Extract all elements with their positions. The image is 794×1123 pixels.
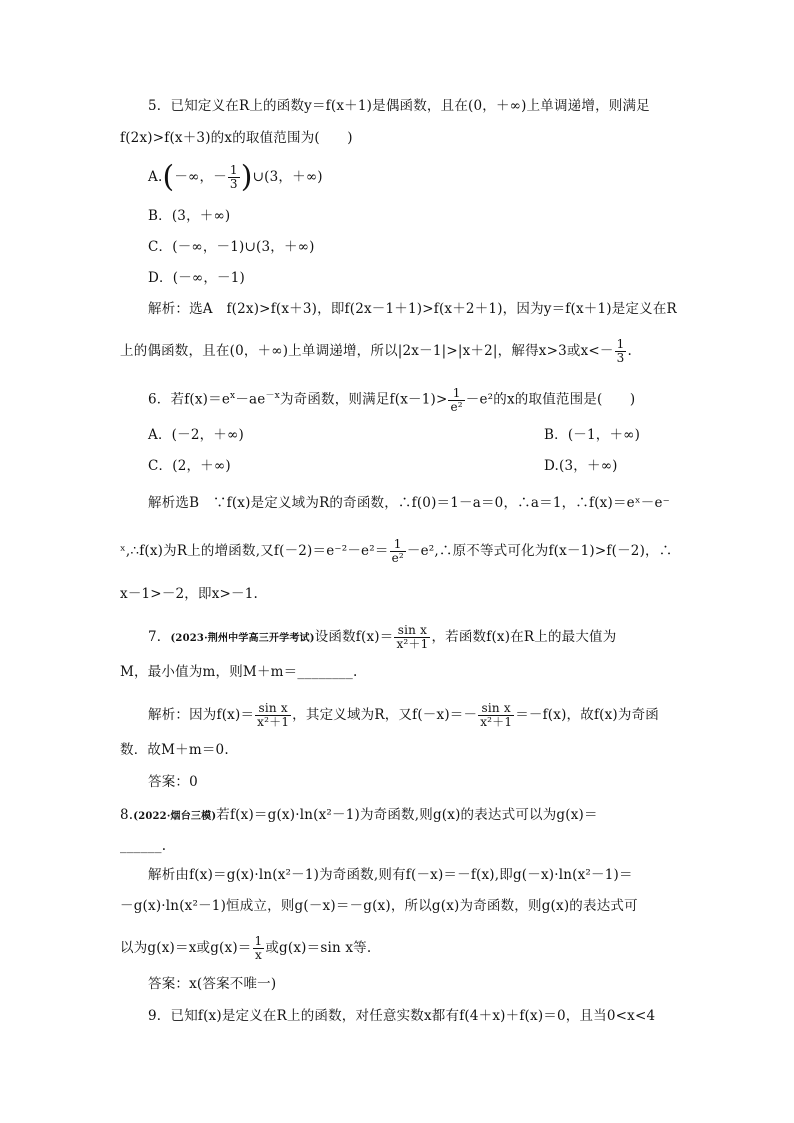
text-run: 以为g(x)＝x或g(x)＝ [120,940,252,956]
text-run: －e²,∴原不等式可化为f(x－1)>f(－2)，∴ [406,543,673,559]
q5-stem-line1: 5．已知定义在R上的函数y＝f(x＋1)是偶函数，且在(0，＋∞)上单调递增，则满足 [148,98,650,114]
q6-stem-line1 [148,386,708,414]
fraction-denominator: x [254,948,262,962]
text-run: ˣ,∴f(x)为R上的增函数,又f(－2)＝e⁻²－e²＝ [120,543,389,559]
fraction [478,702,514,729]
fraction-denominator: x²＋1 [257,715,290,729]
q5-option-b: B．(3，＋∞) [148,208,231,224]
text-run: ，其定义域为R，又f(－x)＝－ [292,707,478,723]
fraction-denominator: x²＋1 [396,637,429,651]
q8-solution-line1: 解析由f(x)＝g(x)·ln(x²－1)为奇函数,则有f(－x)＝－f(x),即g(－x)·ln(x²－1)＝ [148,867,633,883]
text-run: A. [148,169,163,185]
fraction [390,538,406,565]
q7-stem-line2: M，最小值为m，则M＋m＝________. [120,664,358,680]
fraction-denominator: e² [391,551,404,565]
fraction-numerator: 1 [229,163,238,177]
source-tag: (2023·荆州中学高三开学考试) [170,633,315,644]
fraction [255,702,291,729]
text-run: 解析：因为f(x)＝ [148,707,255,723]
text-run: x [230,391,236,401]
fraction [615,338,627,365]
q8-stem-line2: ______. [120,838,167,854]
text-run: 或g(x)＝sin x等. [265,940,372,956]
fraction-numerator: sin x [255,702,291,716]
q6-option-c: C．(2，＋∞) [148,458,231,474]
fraction [394,624,430,651]
fraction-numerator: 1 [448,387,464,401]
text-run: －∞，－ [174,169,227,185]
text-run: －e²的x的取值范围是( ) [465,391,636,408]
q5-stem-line2: f(2x)>f(x＋3)的x的取值范围为( ) [120,130,353,146]
q5-option-c: C．(－∞，－1)∪(3，＋∞) [148,239,315,255]
q6-option-d: D.(3，＋∞) [544,458,618,474]
q8-answer: 答案：x(答案不唯一) [148,976,277,992]
fraction [253,935,265,962]
text-run: ，若函数f(x)在R上的最大值为 [431,629,617,645]
q5-solution-line1: 解析：选A f(2x)>f(x＋3)，即f(2x－1＋1)>f(x＋2＋1)，因为y＝f(x＋1)是定义在R [148,301,677,317]
q8-solution-line2: －g(x)·ln(x²－1)恒成立，则g(－x)＝－g(x)，所以g(x)为奇函数，则g(x)的表达式可 [120,898,638,914]
q6-option-b: B．(－1，＋∞) [544,427,641,443]
text-run: 上的偶函数，且在(0，＋∞)上单调递增，所以|2x－1|>|x＋2|，解得x>3或x<－ [120,343,614,359]
q6-option-a: A．(－2，＋∞) [148,427,244,443]
q6-options-row1 [148,425,708,445]
q8-solution-line3 [120,935,680,962]
q7-answer: 答案：0 [148,774,198,790]
fraction-denominator: 3 [229,177,238,191]
text-run: . [627,343,632,359]
q6-solution-line1: 解析选B ∵f(x)是定义域为R的奇函数，∴f(0)＝1－a＝0，∴a＝1，∴f(x)＝eˣ－e⁻ [148,495,670,511]
q5-option-a [148,159,708,195]
fraction-numerator: 1 [254,934,263,948]
fraction-numerator: 1 [616,337,625,351]
q6-solution-line2 [120,538,680,565]
text-run: 8. [120,807,134,823]
text-run: 6．若f(x)＝e [148,391,231,408]
text-run: ) [240,159,253,195]
fraction-denominator: 3 [616,351,625,365]
fraction-denominator: x²＋1 [480,715,513,729]
fraction [228,164,240,191]
fraction-numerator: sin x [394,624,430,638]
text-run: 7． [148,629,171,645]
text-run: ＝－f(x)，故f(x)为奇函 [515,707,659,723]
text-run: －ae [235,391,266,408]
q8-stem-line1 [120,805,680,827]
source-tag: (2022·烟台三模) [133,811,217,822]
fraction-numerator: sin x [478,702,514,716]
q7-solution-line2: 数．故M＋m＝0. [120,742,229,758]
text-run: 为奇函数，则满足f(x－1)> [279,391,448,408]
q5-option-d: D．(－∞，－1) [148,270,245,286]
text-run: －x [265,391,280,401]
fraction-numerator: 1 [390,538,406,552]
fraction [448,387,464,414]
q6-options-row2 [148,456,708,476]
text-run: 设函数f(x)＝ [314,629,394,645]
text-run: ∪(3，＋∞) [252,169,323,185]
q6-solution-line3: x－1>－2，即x>－1. [120,586,259,602]
text-run: 若f(x)＝g(x)·ln(x²－1)为奇函数,则g(x)的表达式可以为g(x)＝ [216,807,598,823]
q9-stem-line1: 9．已知f(x)是定义在R上的函数，对任意实数x都有f(4＋x)＋f(x)＝0，且当0<x<4 [148,1008,656,1024]
q5-solution-line2 [120,338,680,365]
q7-solution-line1 [148,702,708,729]
text-run: ( [162,159,175,195]
fraction-denominator: e² [450,399,463,414]
q7-stem-line1 [148,624,708,651]
